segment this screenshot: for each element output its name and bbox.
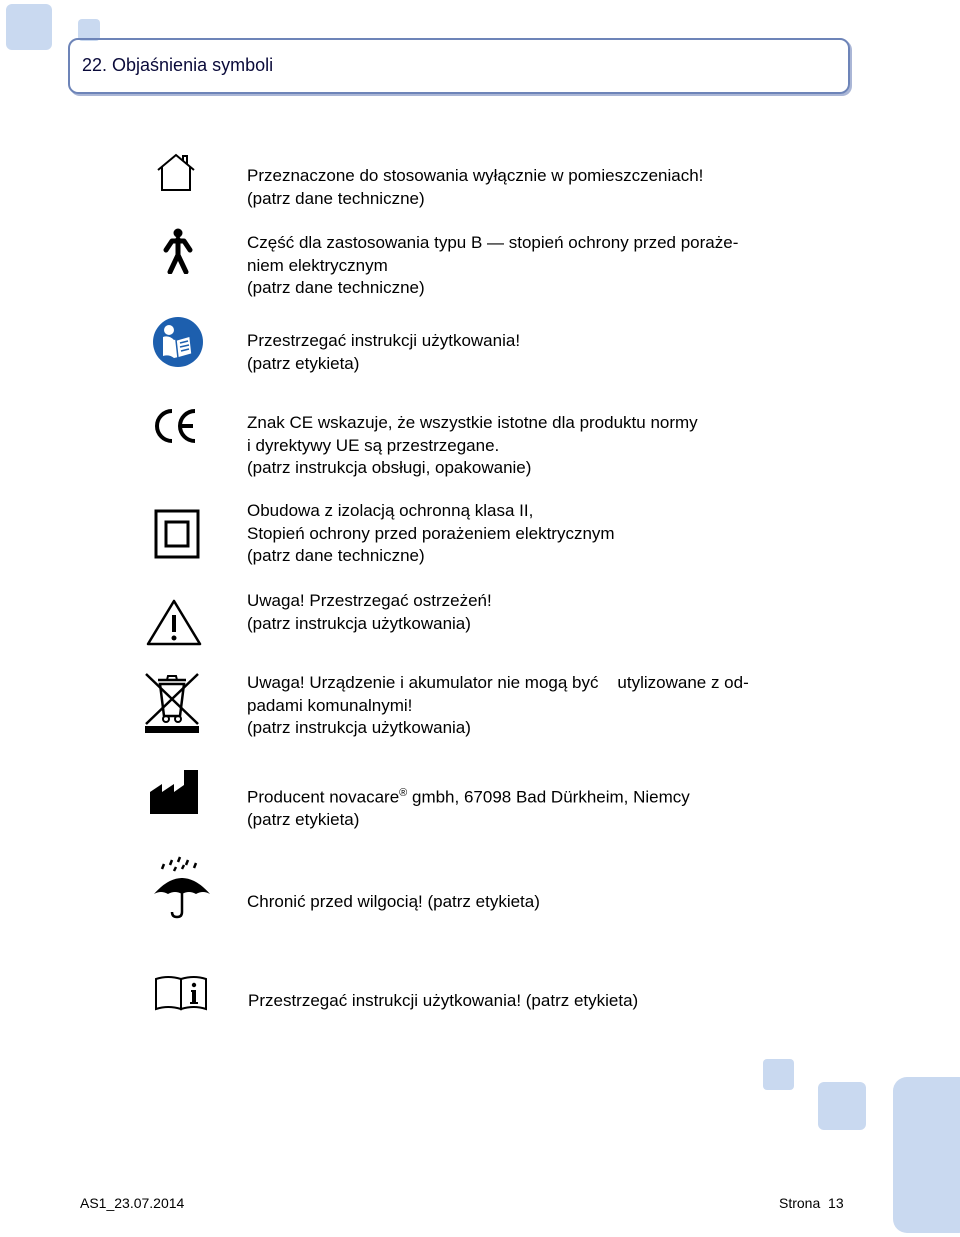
consult-instructions-book-icon xyxy=(153,974,209,1012)
type-b-applied-part-icon xyxy=(163,228,193,274)
follow-instructions-blue-icon xyxy=(152,316,204,368)
symbol-description-ce: Znak CE wskazuje, że wszystkie istotne dla produktu normy i dyrektywy UE są przestrzegane. (patrz instrukcja obsługi, opakowanie) xyxy=(247,413,698,477)
decor-square-top-1 xyxy=(6,4,52,50)
class-ii-double-insulation-icon xyxy=(154,509,200,559)
symbol-description-consult-instructions: Przestrzegać instrukcji użytkowania! (patrz etykieta) xyxy=(248,991,639,1010)
decor-square-bottom-3 xyxy=(893,1077,960,1233)
symbol-description-follow-instructions: Przestrzegać instrukcji użytkowania! (patrz etykieta) xyxy=(247,331,521,373)
warning-triangle-icon xyxy=(145,598,203,648)
footer-page-number: Strona 13 xyxy=(779,1195,844,1211)
symbol-description-manufacturer: Producent novacare® gmbh, 67098 Bad Dürkheim, Niemcy (patrz etykieta) xyxy=(247,787,690,830)
symbol-description-keep-dry: Chronić przed wilgocią! (patrz etykieta) xyxy=(247,892,540,911)
decor-square-bottom-2 xyxy=(818,1082,866,1130)
symbol-description-type-b: Część dla zastosowania typu B — stopień ochrony przed poraże- niem elektrycznym (patrz dane techniczne) xyxy=(247,233,739,297)
keep-dry-umbrella-icon xyxy=(150,854,214,920)
manufacturer-text: Producent novacare xyxy=(247,787,400,807)
section-title: 22. Objaśnienia symboli xyxy=(82,55,274,75)
symbol-description-class-ii: Obudowa z izolacją ochronną klasa II, Stopień ochrony przed porażeniem elektrycznym (patrz dane techniczne) xyxy=(247,501,615,565)
symbol-description-indoor: Przeznaczone do stosowania wyłącznie w pomieszczeniach! (patrz dane techniczne) xyxy=(247,166,704,208)
manufacturer-address: gmbh, 67098 Bad Dürkheim, Niemcy xyxy=(407,787,690,807)
manufacturer-factory-icon xyxy=(148,768,202,816)
section-header-box xyxy=(68,38,850,94)
footer-document-id: AS1_23.07.2014 xyxy=(80,1195,185,1211)
symbol-description-weee: Uwaga! Urządzenie i akumulator nie mogą być utylizowane z od- padami komunalnymi! (patrz instrukcja użytkowania) xyxy=(247,673,749,737)
registered-mark: ® xyxy=(399,787,408,799)
decor-square-bottom-1 xyxy=(763,1059,794,1090)
symbol-description-warning: Uwaga! Przestrzegać ostrzeżeń! (patrz instrukcja użytkowania) xyxy=(247,591,492,633)
indoor-use-house-icon xyxy=(155,152,197,192)
weee-crossed-bin-icon xyxy=(140,670,204,734)
ce-mark-icon xyxy=(150,405,206,447)
